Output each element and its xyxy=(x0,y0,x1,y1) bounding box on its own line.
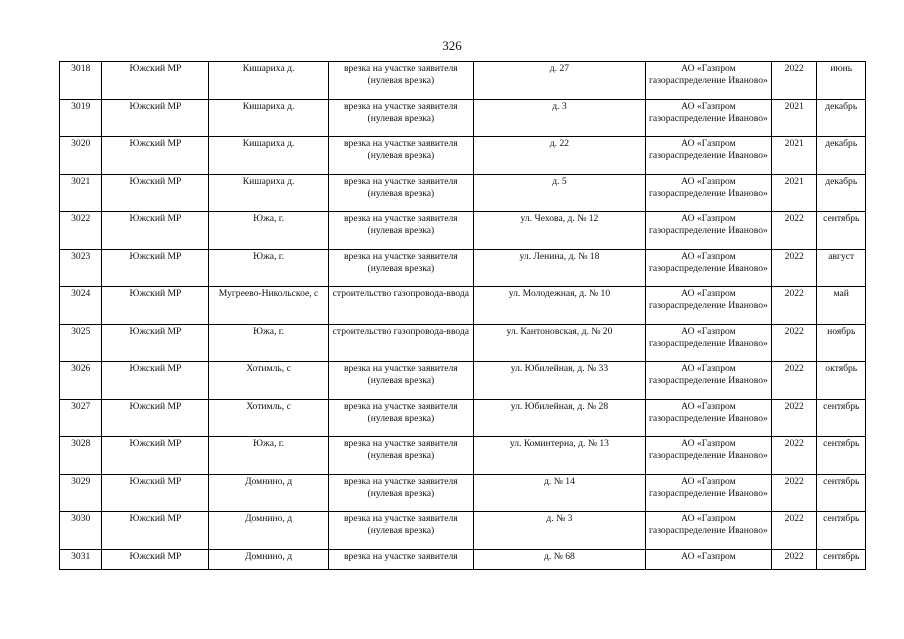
cell-locality: Домнино, д xyxy=(209,512,328,550)
cell-year: 2022 xyxy=(772,512,817,550)
cell-address: ул. Молодежная, д. № 10 xyxy=(474,287,646,325)
cell-year: 2021 xyxy=(772,99,817,137)
cell-address: ул. Ленина, д. № 18 xyxy=(474,249,646,287)
cell-month: сентябрь xyxy=(817,549,866,569)
cell-number: 3022 xyxy=(60,212,102,250)
cell-month: сентябрь xyxy=(817,512,866,550)
cell-year: 2022 xyxy=(772,324,817,362)
cell-district: Южский МР xyxy=(102,437,209,475)
cell-address: ул. Кантоновская, д. № 20 xyxy=(474,324,646,362)
cell-address: д. 3 xyxy=(474,99,646,137)
cell-work-type: врезка на участке заявителя xyxy=(328,549,473,569)
cell-year: 2022 xyxy=(772,399,817,437)
cell-month: июнь xyxy=(817,62,866,100)
cell-address: ул. Коминтерна, д. № 13 xyxy=(474,437,646,475)
cell-locality: Кишариха д. xyxy=(209,62,328,100)
cell-address: д. 22 xyxy=(474,137,646,175)
cell-address: д. № 3 xyxy=(474,512,646,550)
cell-year: 2022 xyxy=(772,549,817,569)
cell-number: 3026 xyxy=(60,362,102,400)
cell-district: Южский МР xyxy=(102,62,209,100)
cell-organization: АО «Газпром газораспределение Иваново» xyxy=(645,249,771,287)
cell-work-type: врезка на участке заявителя (нулевая врезка) xyxy=(328,399,473,437)
cell-organization: АО «Газпром газораспределение Иваново» xyxy=(645,362,771,400)
table-row xyxy=(60,474,866,512)
cell-month: август xyxy=(817,249,866,287)
cell-work-type: строительство газопровода-ввода xyxy=(328,324,473,362)
cell-month: ноябрь xyxy=(817,324,866,362)
table-row xyxy=(60,249,866,287)
cell-month: декабрь xyxy=(817,174,866,212)
cell-district: Южский МР xyxy=(102,174,209,212)
cell-number: 3031 xyxy=(60,549,102,569)
cell-organization: АО «Газпром газораспределение Иваново» xyxy=(645,399,771,437)
cell-district: Южский МР xyxy=(102,549,209,569)
cell-number: 3021 xyxy=(60,174,102,212)
cell-work-type: врезка на участке заявителя (нулевая врезка) xyxy=(328,362,473,400)
cell-number: 3023 xyxy=(60,249,102,287)
cell-work-type: врезка на участке заявителя (нулевая врезка) xyxy=(328,474,473,512)
cell-locality: Хотимль, с xyxy=(209,362,328,400)
cell-organization: АО «Газпром газораспределение Иваново» xyxy=(645,474,771,512)
cell-locality: Южа, г. xyxy=(209,249,328,287)
cell-district: Южский МР xyxy=(102,99,209,137)
cell-work-type: врезка на участке заявителя (нулевая врезка) xyxy=(328,137,473,175)
cell-number: 3025 xyxy=(60,324,102,362)
cell-work-type: врезка на участке заявителя (нулевая врезка) xyxy=(328,249,473,287)
table-row xyxy=(60,512,866,550)
cell-number: 3028 xyxy=(60,437,102,475)
cell-month: сентябрь xyxy=(817,212,866,250)
cell-number: 3027 xyxy=(60,399,102,437)
cell-organization: АО «Газпром xyxy=(645,549,771,569)
table-row xyxy=(60,99,866,137)
cell-district: Южский МР xyxy=(102,249,209,287)
cell-year: 2021 xyxy=(772,174,817,212)
cell-month: сентябрь xyxy=(817,474,866,512)
cell-locality: Кишариха д. xyxy=(209,174,328,212)
cell-year: 2021 xyxy=(772,137,817,175)
cell-district: Южский МР xyxy=(102,474,209,512)
cell-year: 2022 xyxy=(772,249,817,287)
cell-month: сентябрь xyxy=(817,399,866,437)
table-row xyxy=(60,324,866,362)
cell-organization: АО «Газпром газораспределение Иваново» xyxy=(645,212,771,250)
cell-work-type: врезка на участке заявителя (нулевая врезка) xyxy=(328,512,473,550)
gasification-table xyxy=(59,61,866,570)
cell-address: д. № 14 xyxy=(474,474,646,512)
cell-month: сентябрь xyxy=(817,437,866,475)
table-row xyxy=(60,399,866,437)
cell-address: д. 27 xyxy=(474,62,646,100)
cell-address: д. 5 xyxy=(474,174,646,212)
cell-number: 3020 xyxy=(60,137,102,175)
cell-address: ул. Юбилейная, д. № 28 xyxy=(474,399,646,437)
cell-address: ул. Юбилейная, д. № 33 xyxy=(474,362,646,400)
cell-number: 3030 xyxy=(60,512,102,550)
cell-district: Южский МР xyxy=(102,212,209,250)
cell-locality: Мугреево-Никольское, с xyxy=(209,287,328,325)
cell-organization: АО «Газпром газораспределение Иваново» xyxy=(645,287,771,325)
cell-district: Южский МР xyxy=(102,137,209,175)
cell-number: 3024 xyxy=(60,287,102,325)
table-row xyxy=(60,362,866,400)
cell-work-type: врезка на участке заявителя (нулевая врезка) xyxy=(328,62,473,100)
cell-month: май xyxy=(817,287,866,325)
cell-locality: Южа, г. xyxy=(209,212,328,250)
cell-number: 3029 xyxy=(60,474,102,512)
cell-address: ул. Чехова, д. № 12 xyxy=(474,212,646,250)
cell-district: Южский МР xyxy=(102,399,209,437)
cell-work-type: врезка на участке заявителя (нулевая врезка) xyxy=(328,437,473,475)
table-row xyxy=(60,137,866,175)
cell-locality: Домнино, д xyxy=(209,474,328,512)
table-row xyxy=(60,62,866,100)
table-row xyxy=(60,287,866,325)
table-row xyxy=(60,437,866,475)
cell-organization: АО «Газпром газораспределение Иваново» xyxy=(645,324,771,362)
cell-month: декабрь xyxy=(817,99,866,137)
cell-locality: Южа, г. xyxy=(209,324,328,362)
table-row xyxy=(60,174,866,212)
cell-year: 2022 xyxy=(772,62,817,100)
cell-district: Южский МР xyxy=(102,362,209,400)
cell-number: 3019 xyxy=(60,99,102,137)
cell-locality: Кишариха д. xyxy=(209,99,328,137)
cell-number: 3018 xyxy=(60,62,102,100)
cell-year: 2022 xyxy=(772,287,817,325)
cell-year: 2022 xyxy=(772,212,817,250)
cell-locality: Домнино, д xyxy=(209,549,328,569)
table-body xyxy=(60,62,866,570)
cell-organization: АО «Газпром газораспределение Иваново» xyxy=(645,99,771,137)
cell-work-type: строительство газопровода-ввода xyxy=(328,287,473,325)
cell-organization: АО «Газпром газораспределение Иваново» xyxy=(645,437,771,475)
cell-district: Южский МР xyxy=(102,512,209,550)
cell-locality: Кишариха д. xyxy=(209,137,328,175)
cell-locality: Южа, г. xyxy=(209,437,328,475)
cell-organization: АО «Газпром газораспределение Иваново» xyxy=(645,62,771,100)
cell-organization: АО «Газпром газораспределение Иваново» xyxy=(645,512,771,550)
cell-organization: АО «Газпром газораспределение Иваново» xyxy=(645,174,771,212)
cell-work-type: врезка на участке заявителя (нулевая врезка) xyxy=(328,212,473,250)
cell-locality: Хотимль, с xyxy=(209,399,328,437)
cell-address: д. № 68 xyxy=(474,549,646,569)
table-row xyxy=(60,549,866,569)
page-number: 326 xyxy=(442,38,462,53)
cell-year: 2022 xyxy=(772,474,817,512)
cell-district: Южский МР xyxy=(102,324,209,362)
cell-work-type: врезка на участке заявителя (нулевая врезка) xyxy=(328,174,473,212)
cell-work-type: врезка на участке заявителя (нулевая врезка) xyxy=(328,99,473,137)
cell-month: декабрь xyxy=(817,137,866,175)
cell-year: 2022 xyxy=(772,362,817,400)
cell-year: 2022 xyxy=(772,437,817,475)
table-row xyxy=(60,212,866,250)
cell-district: Южский МР xyxy=(102,287,209,325)
cell-organization: АО «Газпром газораспределение Иваново» xyxy=(645,137,771,175)
cell-month: октябрь xyxy=(817,362,866,400)
